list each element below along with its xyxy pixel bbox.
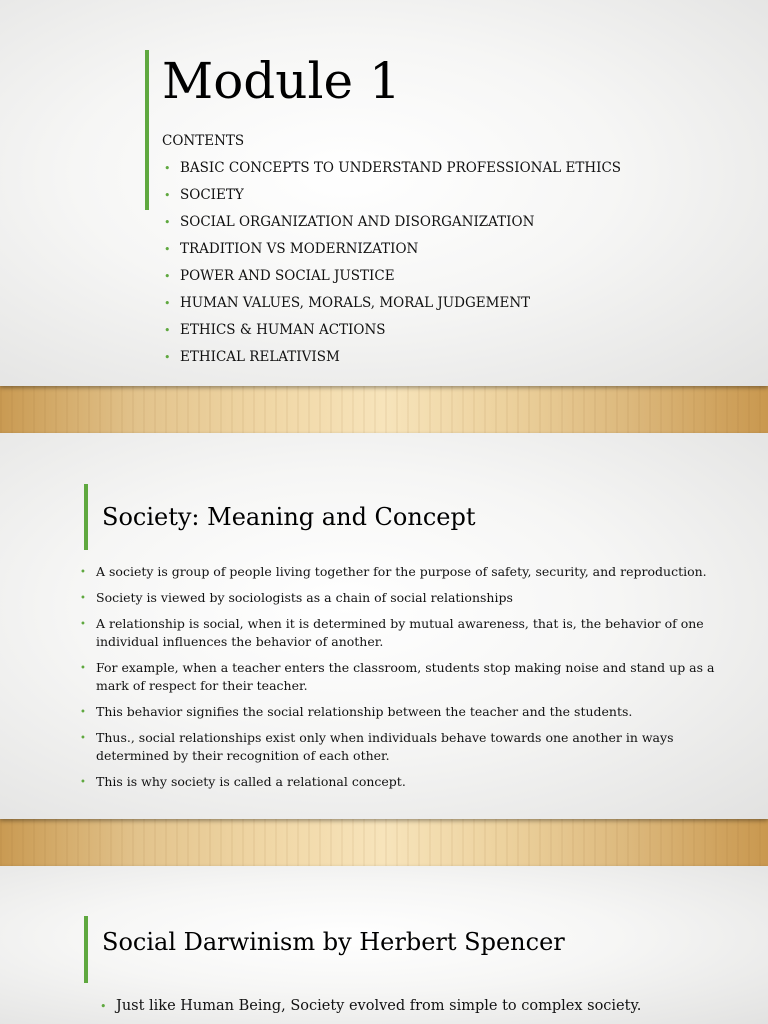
bullet-icon: •	[164, 216, 171, 229]
slide-1	[0, 0, 768, 386]
list-item-text: ETHICAL RELATIVISM	[180, 349, 340, 365]
list-item-text: A society is group of people living together for the purpose of safety, security, and reproduction.	[96, 564, 707, 579]
bullet-icon: •	[164, 189, 171, 202]
bullet-icon: •	[164, 351, 171, 364]
bullet-icon: •	[164, 324, 171, 337]
list-item-text: This is why society is called a relational concept.	[96, 774, 406, 789]
bullet-icon: •	[80, 593, 86, 604]
slide-3	[0, 866, 768, 1024]
bullet-icon: •	[80, 567, 86, 578]
list-item-text: For example, when a teacher enters the classroom, students stop making noise and stand up as a mark of respect for their teacher.	[96, 660, 715, 693]
bullet-icon: •	[164, 270, 171, 283]
list-item	[80, 659, 726, 695]
slide-1-bullet-list	[164, 160, 760, 376]
bullet-icon: •	[80, 777, 86, 788]
bullet-icon: •	[164, 162, 171, 175]
list-item-text: BASIC CONCEPTS TO UNDERSTAND PROFESSIONAL ETHICS	[180, 160, 622, 176]
list-item	[164, 160, 760, 176]
bullet-icon: •	[164, 297, 171, 310]
slide-3-title: Social Darwinism by Herbert Spencer	[102, 928, 565, 956]
bullet-icon: •	[100, 1000, 107, 1013]
slide-2-accent-bar	[84, 484, 88, 550]
list-item-text: SOCIAL ORGANIZATION AND DISORGANIZATION	[180, 214, 535, 230]
bullet-icon: •	[80, 663, 86, 674]
list-item	[80, 773, 726, 791]
list-item	[164, 214, 760, 230]
list-item-text: ETHICS & HUMAN ACTIONS	[180, 322, 386, 338]
list-item	[80, 703, 726, 721]
bullet-icon: •	[80, 707, 86, 718]
list-item	[100, 996, 736, 1016]
slide-3-accent-bar	[84, 916, 88, 983]
slide-3-bullet-list	[100, 996, 736, 1016]
list-item	[164, 268, 760, 284]
list-item	[164, 295, 760, 311]
wood-background-band-2	[0, 819, 768, 866]
list-item	[80, 615, 726, 651]
list-item	[164, 187, 760, 203]
list-item	[164, 322, 760, 338]
wood-background-band-1	[0, 386, 768, 433]
bullet-icon: •	[164, 243, 171, 256]
list-item	[80, 729, 726, 765]
list-item-text: POWER AND SOCIAL JUSTICE	[180, 268, 395, 284]
slide-2-title: Society: Meaning and Concept	[102, 503, 476, 531]
list-item-text: A relationship is social, when it is determined by mutual awareness, that is, the behavior of one individual influences the behavior of another.	[96, 616, 704, 649]
slide-1-title: Module 1	[162, 52, 401, 110]
list-item-text: TRADITION VS MODERNIZATION	[180, 241, 419, 257]
slide-2	[0, 433, 768, 819]
list-item	[80, 589, 726, 607]
list-item-text: Thus., social relationships exist only when individuals behave towards one another in ways determined by their recognition of each other.	[96, 730, 674, 763]
list-item	[80, 563, 726, 581]
bullet-icon: •	[80, 619, 86, 630]
bullet-icon: •	[80, 733, 86, 744]
slide-1-accent-bar	[145, 50, 149, 210]
list-item-text: Society is viewed by sociologists as a chain of social relationships	[96, 590, 513, 605]
list-item	[164, 241, 760, 257]
slide-1-contents-heading: CONTENTS	[162, 133, 245, 149]
list-item-text: SOCIETY	[180, 187, 244, 203]
slide-2-bullet-list	[80, 563, 726, 799]
list-item-text: This behavior signifies the social relationship between the teacher and the students.	[96, 704, 633, 719]
list-item	[164, 349, 760, 365]
list-item-text: Just like Human Being, Society evolved from simple to complex society.	[116, 998, 642, 1014]
list-item-text: HUMAN VALUES, MORALS, MORAL JUDGEMENT	[180, 295, 531, 311]
